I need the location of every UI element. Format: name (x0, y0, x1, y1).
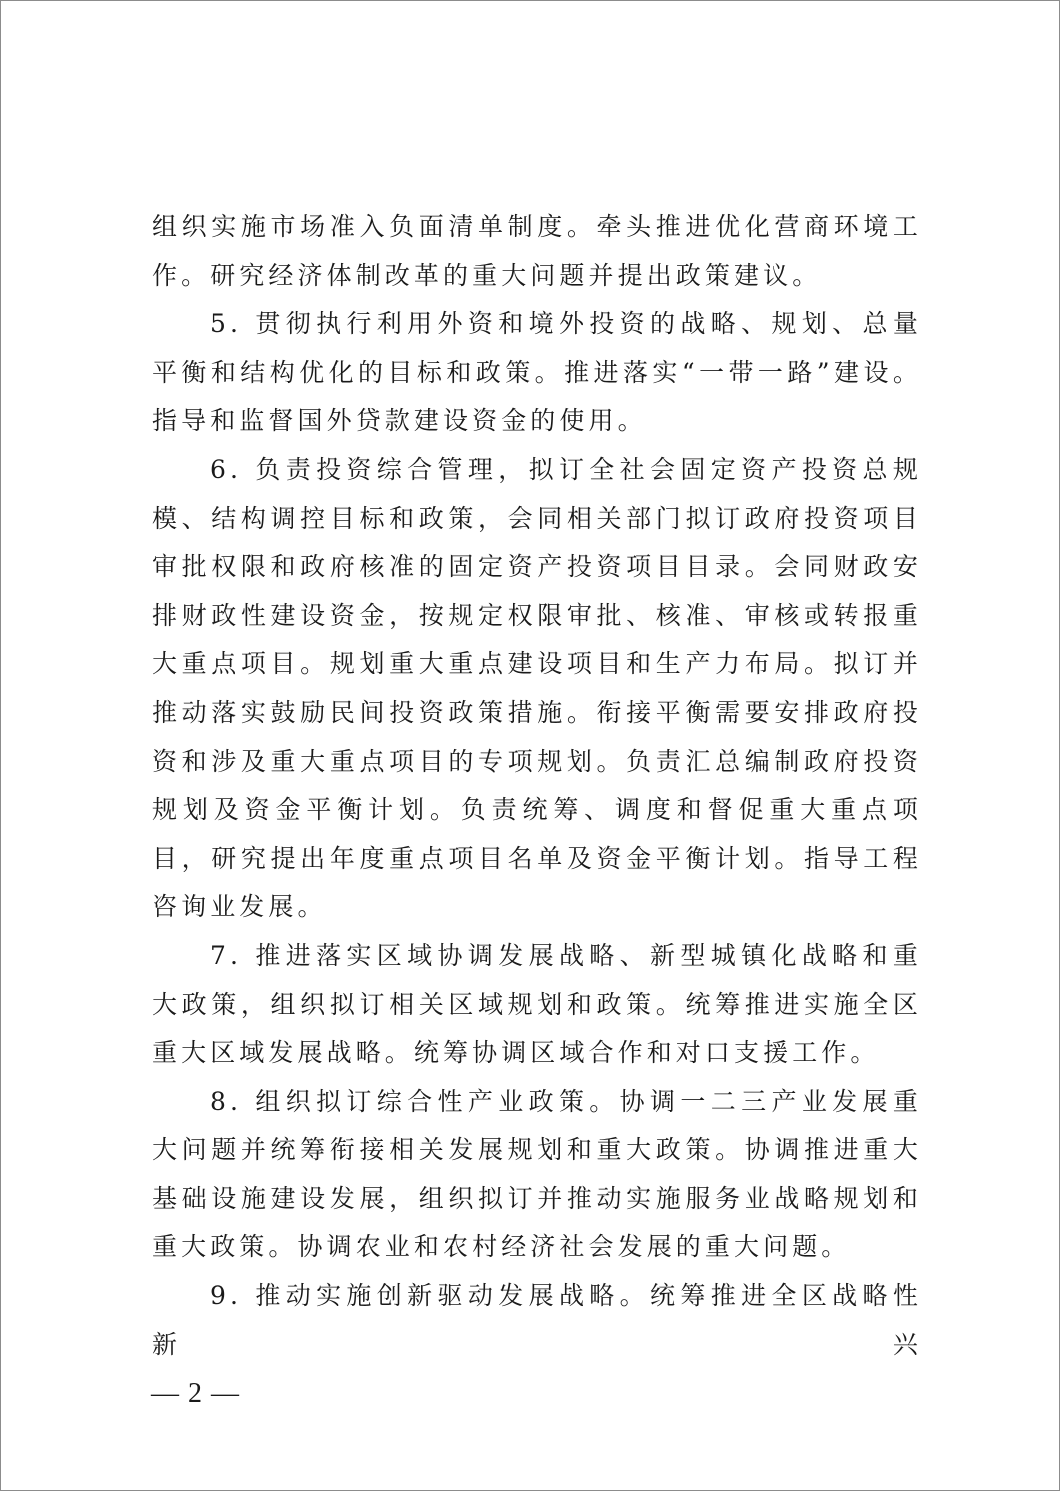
paragraph-item-7: 7. 推进落实区域协调发展战略、新型城镇化战略和重大政策，组织拟订相关区域规划和政策。统筹推进实施全区重大区域发展战略。统筹协调区域合作和对口支援工作。 (152, 940, 922, 1068)
paragraph-item-5: 5. 贯彻执行利用外资和境外投资的战略、规划、总量平衡和结构优化的目标和政策。推进落实“一带一路”建设。指导和监督国外贷款建设资金的使用。 (152, 309, 922, 436)
paragraph-continuation: 组织实施市场准入负面清单制度。牵头推进优化营商环境工作。研究经济体制改革的重大问题并提出政策建议。 (152, 212, 922, 290)
page-number: — 2 — (151, 1378, 240, 1409)
paragraph-item-9: 9. 推动实施创新驱动发展战略。统筹推进全区战略性新兴 (152, 1281, 922, 1359)
paragraph-item-8: 8. 组织拟订综合性产业政策。协调一二三产业发展重大问题并统筹衔接相关发展规划和重大政策。协调推进重大基础设施建设发展，组织拟订并推动实施服务业战略规划和重大政策。协调农业和农村经济社会发展的重大问题。 (152, 1086, 922, 1262)
paragraph-item-6: 6. 负责投资综合管理，拟订全社会固定资产投资总规模、结构调控目标和政策，会同相关部门拟订政府投资项目审批权限和政府核准的固定资产投资项目目录。会同财政安排财政性建设资金，按规定权限审批、核准、审核或转报重大重点项目。规划重大重点建设项目和生产力布局。拟订并推动落实鼓励民间投资政策措施。衔接平衡需要安排政府投资和涉及重大重点项目的专项规划。负责汇总编制政府投资规划及资金平衡计划。负责统筹、调度和督促重大重点项目，研究提出年度重点项目名单及资金平衡计划。指导工程咨询业发展。 (152, 454, 922, 922)
body-text (152, 203, 922, 1369)
